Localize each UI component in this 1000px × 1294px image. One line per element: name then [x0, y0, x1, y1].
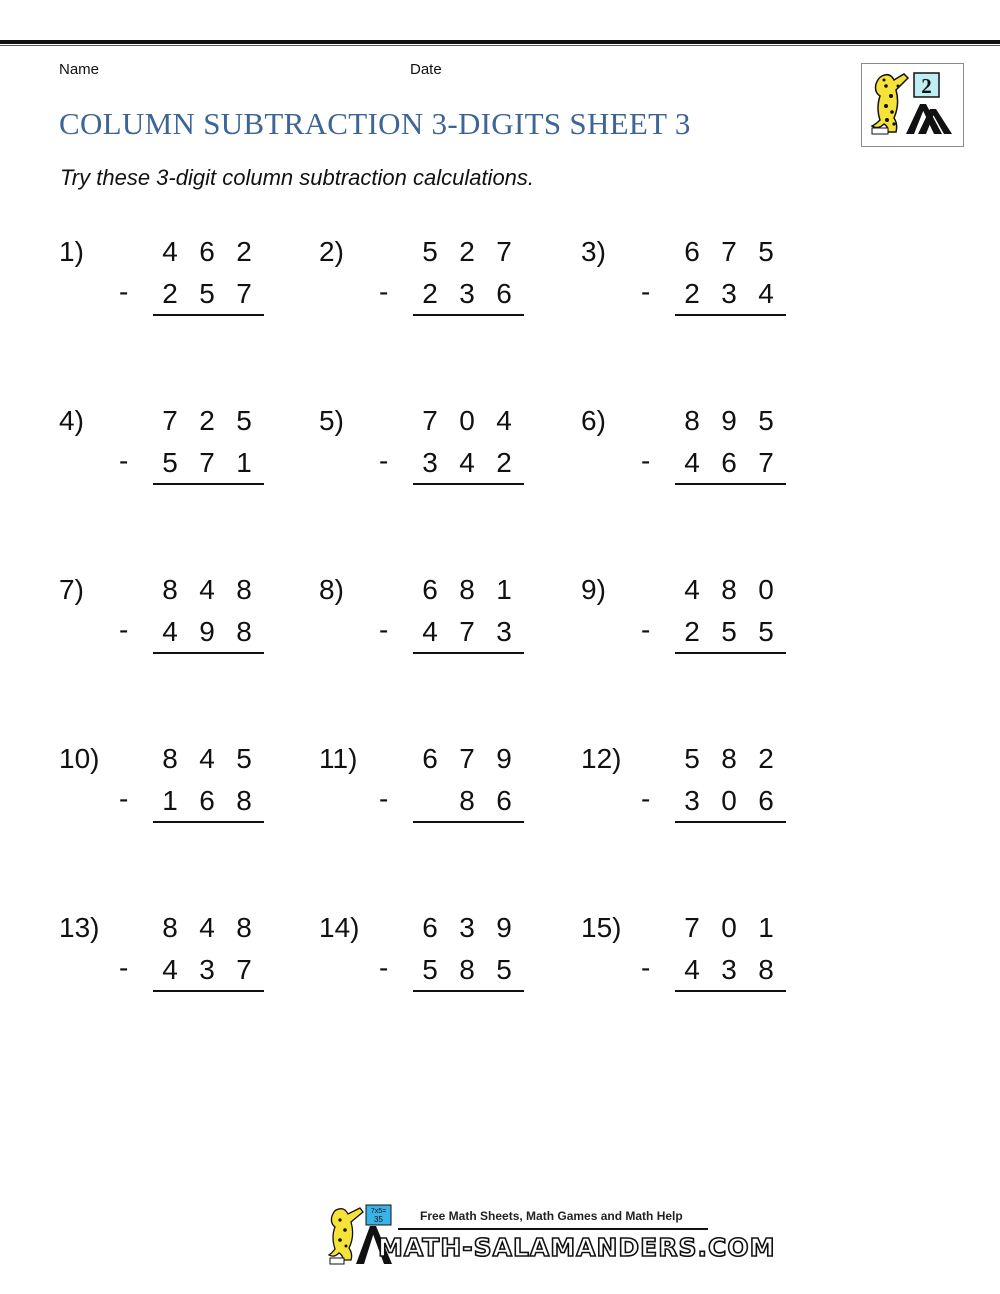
top-digit: 2 — [199, 405, 215, 436]
problem-5 — [319, 405, 549, 505]
top-digit: 7 — [459, 743, 475, 774]
top-digit: 9 — [721, 405, 737, 436]
minus-sign: - — [119, 952, 129, 983]
bottom-digit: 2 — [684, 616, 700, 647]
minus-sign: - — [641, 783, 651, 814]
answer-line — [675, 990, 786, 992]
answer-line — [675, 821, 786, 823]
top-digit: 7 — [422, 405, 438, 436]
bottom-digit: 4 — [162, 954, 178, 985]
top-digit: 8 — [162, 743, 178, 774]
answer-line — [413, 314, 524, 316]
footer-board-line2: 35 — [374, 1215, 383, 1224]
problem-number: 3) — [581, 236, 606, 267]
bottom-digit: 1 — [162, 785, 178, 816]
top-digit: 9 — [496, 912, 512, 943]
problem-number: 9) — [581, 574, 606, 605]
bottom-digit: 8 — [236, 785, 252, 816]
grade-number: 2 — [921, 74, 932, 98]
minus-sign: - — [119, 276, 129, 307]
top-digit: 6 — [422, 574, 438, 605]
minus-sign: - — [119, 614, 129, 645]
problem-number: 2) — [319, 236, 344, 267]
problem-6 — [581, 405, 811, 505]
bottom-digit: 3 — [199, 954, 215, 985]
bottom-digit: 1 — [236, 447, 252, 478]
minus-sign: - — [379, 445, 389, 476]
bottom-digit: 6 — [496, 785, 512, 816]
top-digit: 0 — [459, 405, 475, 436]
top-digit: 9 — [496, 743, 512, 774]
top-digit: 5 — [236, 743, 252, 774]
footer-tagline: Free Math Sheets, Math Games and Math Help — [420, 1209, 683, 1223]
bottom-digit: 4 — [422, 616, 438, 647]
problem-number: 8) — [319, 574, 344, 605]
problem-number: 13) — [59, 912, 100, 943]
problem-14 — [319, 912, 549, 1012]
answer-line — [153, 314, 264, 316]
top-digit: 6 — [422, 912, 438, 943]
minus-sign: - — [379, 783, 389, 814]
problem-1 — [59, 236, 289, 336]
problem-number: 12) — [581, 743, 622, 774]
bottom-digit: 9 — [199, 616, 215, 647]
bottom-digit: 7 — [199, 447, 215, 478]
minus-sign: - — [641, 614, 651, 645]
top-digit: 2 — [236, 236, 252, 267]
bottom-digit: 5 — [496, 954, 512, 985]
top-digit: 4 — [496, 405, 512, 436]
bottom-digit: 6 — [199, 785, 215, 816]
problem-number: 15) — [581, 912, 622, 943]
answer-line — [153, 990, 264, 992]
top-digit: 7 — [496, 236, 512, 267]
problem-13 — [59, 912, 289, 1012]
instructions: Try these 3-digit column subtraction calculations. — [60, 165, 535, 190]
problem-2 — [319, 236, 549, 336]
answer-line — [153, 652, 264, 654]
bottom-digit: 7 — [236, 954, 252, 985]
answer-line — [153, 821, 264, 823]
bottom-digit: 6 — [758, 785, 774, 816]
bottom-digit: 5 — [721, 616, 737, 647]
bottom-digit: 2 — [162, 278, 178, 309]
bottom-digit: 8 — [236, 616, 252, 647]
bottom-digit: 0 — [721, 785, 737, 816]
problem-12 — [581, 743, 811, 843]
top-digit: 7 — [162, 405, 178, 436]
minus-sign: - — [379, 614, 389, 645]
top-digit: 5 — [758, 405, 774, 436]
minus-sign: - — [641, 276, 651, 307]
top-digit: 5 — [422, 236, 438, 267]
problem-number: 14) — [319, 912, 360, 943]
bottom-digit: 2 — [496, 447, 512, 478]
answer-line — [675, 483, 786, 485]
bottom-digit: 8 — [758, 954, 774, 985]
bottom-digit: 4 — [758, 278, 774, 309]
bottom-digit: 4 — [684, 447, 700, 478]
top-digit: 4 — [199, 574, 215, 605]
bottom-digit: 7 — [758, 447, 774, 478]
bottom-digit: 3 — [721, 954, 737, 985]
date-label: Date — [410, 61, 442, 78]
top-digit: 8 — [162, 574, 178, 605]
top-digit: 8 — [721, 743, 737, 774]
problem-number: 1) — [59, 236, 84, 267]
top-digit: 6 — [422, 743, 438, 774]
answer-line — [413, 652, 524, 654]
problem-9 — [581, 574, 811, 674]
problem-number: 11) — [319, 743, 358, 774]
top-digit: 2 — [758, 743, 774, 774]
problem-number: 10) — [59, 743, 100, 774]
top-digit: 8 — [236, 912, 252, 943]
top-digit: 0 — [721, 912, 737, 943]
top-digit: 8 — [236, 574, 252, 605]
top-digit: 6 — [684, 236, 700, 267]
minus-sign: - — [379, 276, 389, 307]
bottom-digit: 4 — [162, 616, 178, 647]
top-digit: 8 — [459, 574, 475, 605]
problem-4 — [59, 405, 289, 505]
problem-10 — [59, 743, 289, 843]
answer-line — [675, 652, 786, 654]
top-digit: 4 — [162, 236, 178, 267]
bottom-digit: 3 — [684, 785, 700, 816]
problem-3 — [581, 236, 811, 336]
top-digit: 6 — [199, 236, 215, 267]
footer-site-link[interactable]: MATH-SALAMANDERS.COM — [378, 1233, 776, 1262]
top-digit: 8 — [721, 574, 737, 605]
top-digit: 0 — [758, 574, 774, 605]
bottom-digit: 5 — [199, 278, 215, 309]
bottom-digit: 3 — [422, 447, 438, 478]
top-digit: 1 — [496, 574, 512, 605]
problem-number: 6) — [581, 405, 606, 436]
top-digit: 1 — [758, 912, 774, 943]
answer-line — [675, 314, 786, 316]
top-digit: 8 — [684, 405, 700, 436]
bottom-digit: 8 — [459, 954, 475, 985]
top-digit: 5 — [758, 236, 774, 267]
minus-sign: - — [379, 952, 389, 983]
problem-8 — [319, 574, 549, 674]
problem-15 — [581, 912, 811, 1012]
minus-sign: - — [119, 783, 129, 814]
minus-sign: - — [641, 445, 651, 476]
bottom-digit: 4 — [459, 447, 475, 478]
top-digit: 4 — [199, 912, 215, 943]
bottom-digit: 5 — [422, 954, 438, 985]
top-digit: 5 — [684, 743, 700, 774]
minus-sign: - — [641, 952, 651, 983]
bottom-digit: 3 — [459, 278, 475, 309]
minus-sign: - — [119, 445, 129, 476]
bottom-digit: 6 — [496, 278, 512, 309]
answer-line — [413, 821, 524, 823]
top-digit: 5 — [236, 405, 252, 436]
answer-line — [413, 483, 524, 485]
bottom-digit: 5 — [162, 447, 178, 478]
top-digit: 4 — [684, 574, 700, 605]
footer-rule — [398, 1228, 708, 1230]
problem-11 — [319, 743, 549, 843]
bottom-digit: 2 — [684, 278, 700, 309]
bottom-digit: 8 — [459, 785, 475, 816]
top-digit: 7 — [684, 912, 700, 943]
footer-board-line1: 7x5= — [370, 1208, 387, 1215]
bottom-digit: 2 — [422, 278, 438, 309]
top-digit: 7 — [721, 236, 737, 267]
problem-7 — [59, 574, 289, 674]
problem-number: 7) — [59, 574, 84, 605]
name-label: Name — [59, 61, 100, 78]
top-digit: 2 — [459, 236, 475, 267]
bottom-digit: 4 — [684, 954, 700, 985]
bottom-digit: 5 — [758, 616, 774, 647]
top-digit: 3 — [459, 912, 475, 943]
page-title: COLUMN SUBTRACTION 3-DIGITS SHEET 3 — [59, 106, 691, 141]
bottom-digit: 6 — [721, 447, 737, 478]
answer-line — [413, 990, 524, 992]
bottom-digit: 7 — [236, 278, 252, 309]
top-digit: 8 — [162, 912, 178, 943]
bottom-digit: 3 — [721, 278, 737, 309]
answer-line — [153, 483, 264, 485]
bottom-digit: 3 — [496, 616, 512, 647]
problem-number: 4) — [59, 405, 84, 436]
bottom-digit: 7 — [459, 616, 475, 647]
problem-number: 5) — [319, 405, 344, 436]
top-digit: 4 — [199, 743, 215, 774]
